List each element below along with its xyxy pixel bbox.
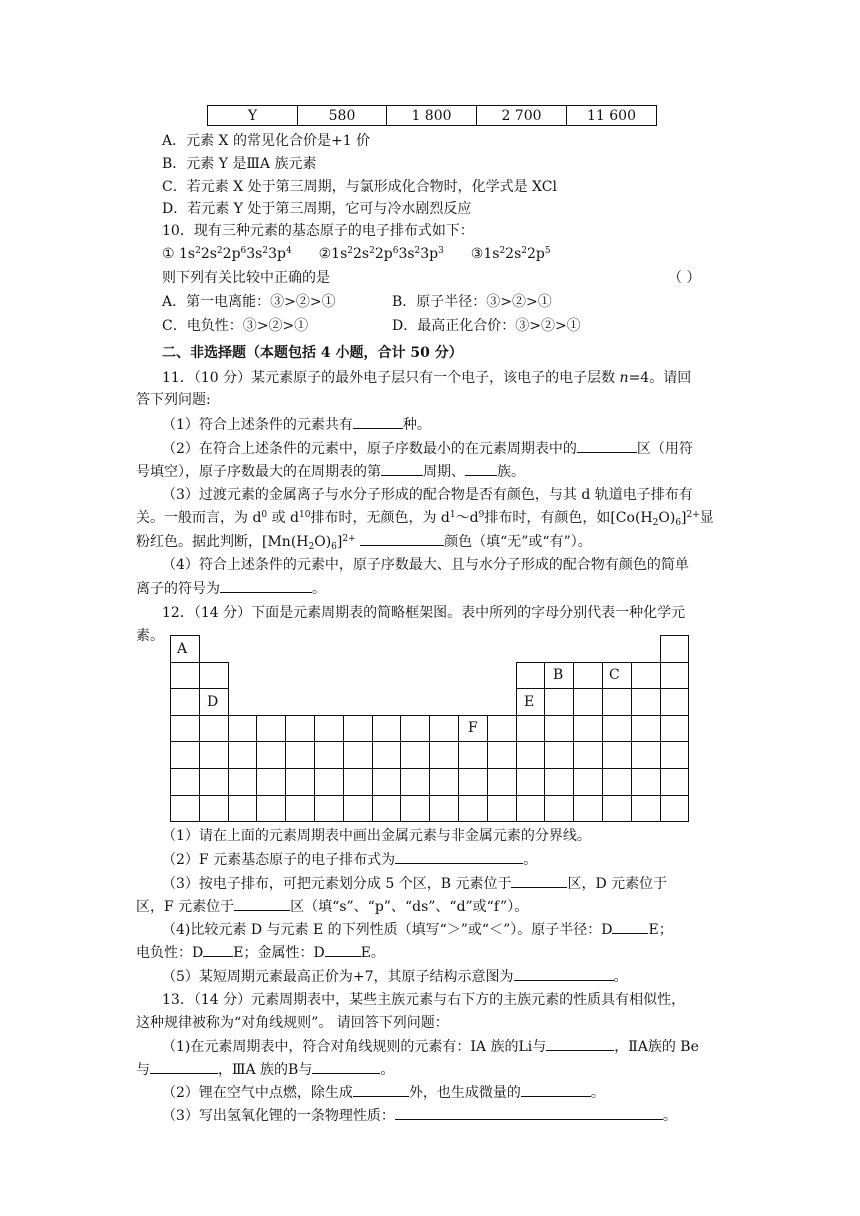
table-cell: 1 800 (387, 106, 477, 126)
table-cell (429, 715, 459, 743)
table-cell (516, 662, 546, 690)
q11-part4: （4）符合上述条件的元素中，原子序数最大、且与水分子形成的配合物有颜色的简单 (162, 557, 689, 573)
q10-question: 则下列有关比较中正确的是 (162, 270, 330, 286)
q10-option-b: B．原子半径：③>②>① (392, 294, 552, 310)
table-cell (602, 741, 632, 769)
table-cell (602, 688, 632, 716)
element-label-d: D (207, 694, 219, 710)
table-cell (400, 795, 430, 823)
q13-part2: （2）锂在空气中点燃，除生成 外，也生成微量的 。 (162, 1082, 605, 1103)
q10-option-a: A．第一电离能：③>②>① (162, 294, 336, 310)
table-cell (458, 795, 488, 823)
q12-part3: （3）按电子排布，可把元素划分成 5 个区，B 元素位于 区，D 元素位于 (162, 873, 667, 894)
table-cell (285, 795, 315, 823)
answer-blank[interactable] (203, 942, 233, 957)
table-cell (573, 741, 603, 769)
q11-line2: 答下列问题: (136, 392, 211, 408)
q13-line1: 13．（14 分）元素周期表中，某些主族元素与右下方的主族元素的性质具有相似性， (162, 992, 686, 1008)
q13-part1-cont: 与 ，ⅢA 族的B与 。 (136, 1059, 394, 1080)
table-cell: 580 (298, 106, 387, 126)
table-cell (573, 768, 603, 796)
table-cell (631, 768, 661, 796)
answer-blank[interactable] (234, 896, 290, 911)
table-cell (458, 768, 488, 796)
table-cell (631, 795, 661, 823)
table-cell (660, 662, 690, 690)
table-cell (660, 768, 690, 796)
table-cell (631, 741, 661, 769)
table-cell (660, 795, 690, 823)
table-cell (372, 768, 402, 796)
answer-blank[interactable] (514, 966, 614, 981)
config-3: $③1s^22s^22p^5$ (470, 246, 551, 262)
q12-part1: （1）请在上面的元素周期表中画出金属元素与非金属元素的分界线。 (162, 828, 591, 844)
table-cell (199, 662, 229, 690)
section-title: 二、非选择题（本题包括 4 小题，合计 50 分） (162, 345, 463, 361)
table-cell (285, 715, 315, 743)
config-1: ① $1s^22s^22p^63s^23p^4$ (162, 246, 292, 262)
table-cell (199, 741, 229, 769)
table-cell (602, 715, 632, 743)
q11-part1: （1）符合上述条件的元素共有 种。 (162, 414, 431, 435)
table-cell (516, 795, 546, 823)
table-cell (170, 795, 200, 823)
table-cell: 11 600 (567, 106, 657, 126)
table-cell-label: Y (208, 106, 298, 126)
element-label-c: C (609, 667, 620, 683)
element-label-e: E (524, 694, 535, 710)
config-2: $②1s^22s^22p^63s^23p^3$ (318, 246, 444, 262)
table-cell (199, 715, 229, 743)
table-cell (170, 662, 200, 690)
table-cell (544, 768, 574, 796)
table-cell (314, 715, 344, 743)
q9-option-c: C．若元素 X 处于第三周期，与氯形成化合物时，化学式是 XCl (162, 179, 557, 195)
table-cell (429, 795, 459, 823)
table-cell (228, 741, 258, 769)
q11-line1: 11．（10 分）某元素原子的最外电子层只有一个电子，该电子的电子层数 n=4。请回 (162, 370, 692, 386)
table-cell (544, 715, 574, 743)
table-cell (170, 715, 200, 743)
table-cell (631, 662, 661, 690)
q9-option-b: B．元素 Y 是ⅢA 族元素 (162, 156, 317, 172)
q10-option-c: C．电负性：③>②>① (162, 318, 309, 334)
q13-part1: （1)在元素周期表中，符合对角线规则的元素有：ⅠA 族的Li与 ，ⅡA族的 Be (162, 1036, 699, 1057)
q12-part3-cont: 区，F 元素位于 区（填“s”、“p”、“ds”、“d”或“f”）。 (136, 896, 528, 917)
q10-stem: 10．现有三种元素的基态原子的电子排布式如下： (162, 223, 474, 239)
table-cell (544, 688, 574, 716)
table-cell (660, 715, 690, 743)
table-cell (343, 768, 373, 796)
answer-blank[interactable] (612, 919, 648, 934)
table-cell (487, 715, 517, 743)
table-cell (602, 768, 632, 796)
table-cell (660, 688, 690, 716)
table-cell (256, 768, 286, 796)
answer-blank[interactable] (521, 1082, 591, 1097)
element-label-b: B (553, 667, 564, 683)
q12-part2: （2）F 元素基态原子的电子排布式为 。 (162, 849, 537, 870)
table-cell (573, 715, 603, 743)
table-cell (343, 741, 373, 769)
table-cell (487, 768, 517, 796)
table-cell (199, 768, 229, 796)
table-cell (660, 741, 690, 769)
table-cell (372, 795, 402, 823)
table-cell (631, 688, 661, 716)
element-label-a: A (177, 641, 188, 657)
answer-blank[interactable] (312, 1059, 380, 1074)
q11-part4-cont: 离子的符号为 。 (136, 578, 326, 599)
table-cell (170, 741, 200, 769)
q13-line2: 这种规律被称为“对角线规则”。 请回答下列问题： (136, 1015, 449, 1031)
table-cell (228, 768, 258, 796)
table-cell (487, 741, 517, 769)
table-cell (314, 795, 344, 823)
table-cell (516, 741, 546, 769)
table-cell (544, 795, 574, 823)
q11-part3-cont: 关。一般而言，为 $d^0$ 或 $d^{10}$排布时，无颜色，为 $d^1\sim d^9$排布时，有颜色，如$[Co(H_2O)_6]^{2+}$显 (136, 510, 714, 528)
table-cell (516, 715, 546, 743)
answer-blank[interactable] (325, 942, 361, 957)
q12-line1: 12．（14 分）下面是元素周期表的简略框架图。表中所列的字母分别代表一种化学元 (162, 605, 686, 621)
answer-blank[interactable] (511, 873, 567, 888)
q9-option-d: D．若元素 Y 处于第三周期，它可与冷水剧烈反应 (162, 201, 472, 217)
element-label-f: F (468, 720, 478, 736)
table-cell (285, 768, 315, 796)
q13-part3: （3）写出氢氧化锂的一条物理性质： 。 (162, 1105, 677, 1126)
table-cell: 2 700 (477, 106, 567, 126)
q11-part3: （3）过渡元素的金属离子与水分子形成的配合物是否有颜色，与其 d 轨道电子排布有 (162, 487, 693, 503)
table-cell (573, 795, 603, 823)
answer-blank[interactable] (353, 1082, 409, 1097)
table-cell (343, 715, 373, 743)
q12-line2: 素。 (136, 628, 164, 644)
table-cell (487, 795, 517, 823)
table-cell (314, 768, 344, 796)
table-cell (429, 768, 459, 796)
q12-part4-cont: 电负性：D E；金属性：D E。 (136, 942, 385, 963)
table-cell (285, 741, 315, 769)
table-cell (573, 688, 603, 716)
answer-blank[interactable] (546, 1036, 614, 1051)
table-cell (544, 741, 574, 769)
answer-blank[interactable] (150, 1059, 218, 1074)
q11-part2: （2）在符合上述条件的元素中，原子序数最小的在元素周期表中的 区（用符 (162, 438, 693, 459)
q9-option-a: A．元素 X 的常见化合价是+1 价 (162, 133, 371, 149)
q11-part3-cont2: 粉红色。据此判断，$[Mn(H_2O)_6]^{2+}$ 颜色（填“无”或“有”）。 (136, 531, 592, 552)
q11-part2-cont: 号填空），原子序数最大的在周期表的第 周期、 族。 (136, 461, 525, 482)
table-cell (429, 741, 459, 769)
table-cell (573, 662, 603, 690)
answer-paren: （ ） (668, 270, 701, 286)
answer-blank[interactable] (395, 1105, 663, 1120)
table-cell (314, 741, 344, 769)
table-cell (400, 715, 430, 743)
table-cell (400, 741, 430, 769)
q10-option-d: D．最高正化合价：③>②>① (392, 318, 581, 334)
table-cell (228, 795, 258, 823)
table-cell (343, 795, 373, 823)
answer-blank[interactable] (395, 849, 523, 864)
table-cell (660, 635, 690, 663)
table-cell (458, 741, 488, 769)
table-cell (602, 795, 632, 823)
table-cell (199, 795, 229, 823)
table-cell (400, 768, 430, 796)
table-cell (372, 715, 402, 743)
table-cell (372, 741, 402, 769)
q12-part4: （4)比较元素 D 与元素 E 的下列性质（填写“＞”或“＜”）。原子半径：D E； (162, 919, 673, 940)
table-cell (256, 741, 286, 769)
table-cell (516, 768, 546, 796)
table-cell (170, 688, 200, 716)
table-cell (228, 715, 258, 743)
table-cell (256, 715, 286, 743)
table-cell (256, 795, 286, 823)
table-cell (170, 768, 200, 796)
table-cell (631, 715, 661, 743)
q12-part5: （5）某短周期元素最高正价为+7，其原子结构示意图为 。 (162, 966, 628, 987)
